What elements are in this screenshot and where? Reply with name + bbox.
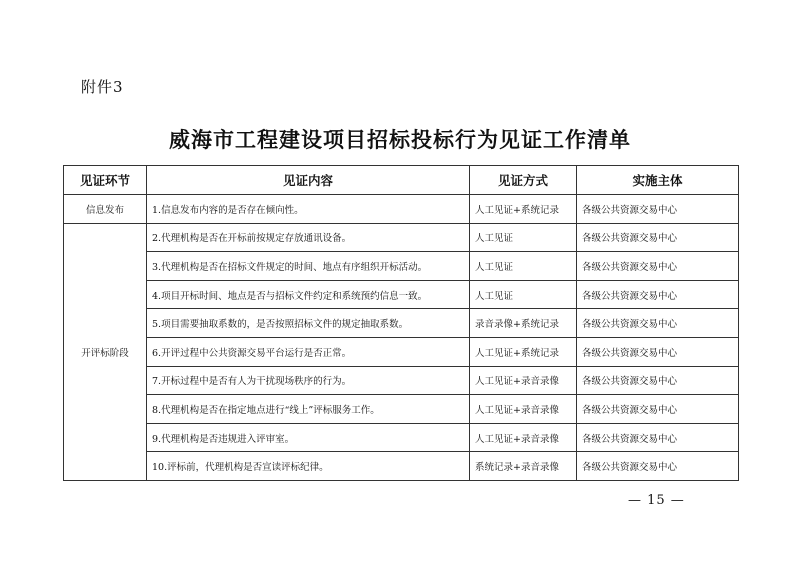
method-cell: 人工见证 [470, 280, 577, 309]
table-row [64, 280, 739, 309]
content-cell: 8.代理机构是否在指定地点进行“线上”评标服务工作。 [147, 395, 470, 424]
method-cell: 人工见证+系统记录 [470, 195, 577, 224]
content-cell: 4.项目开标时间、地点是否与招标文件约定和系统预约信息一致。 [147, 280, 470, 309]
method-cell: 人工见证 [470, 252, 577, 281]
table-row [64, 223, 739, 252]
method-cell: 人工见证+录音录像 [470, 395, 577, 424]
body-cell: 各级公共资源交易中心 [577, 223, 739, 252]
method-cell: 人工见证+录音录像 [470, 366, 577, 395]
method-cell: 录音录像+系统记录 [470, 309, 577, 338]
table-row [64, 423, 739, 452]
method-cell: 人工见证+系统记录 [470, 337, 577, 366]
header-stage: 见证环节 [64, 166, 147, 195]
method-cell: 系统记录+录音录像 [470, 452, 577, 481]
document-title: 威海市工程建设项目招标投标行为见证工作清单 [169, 127, 631, 152]
body-cell: 各级公共资源交易中心 [577, 452, 739, 481]
method-cell: 人工见证 [470, 223, 577, 252]
body-cell: 各级公共资源交易中心 [577, 366, 739, 395]
table-row [64, 195, 739, 224]
table-row [64, 309, 739, 338]
body-cell: 各级公共资源交易中心 [577, 395, 739, 424]
page-number: — 15 — [628, 493, 685, 508]
content-cell: 7.开标过程中是否有人为干扰现场秩序的行为。 [147, 366, 470, 395]
body-cell: 各级公共资源交易中心 [577, 195, 739, 224]
content-cell: 3.代理机构是否在招标文件规定的时间、地点有序组织开标活动。 [147, 252, 470, 281]
header-method: 见证方式 [470, 166, 577, 195]
header-body: 实施主体 [577, 166, 739, 195]
table-row [64, 395, 739, 424]
body-cell: 各级公共资源交易中心 [577, 309, 739, 338]
table-header-row [64, 166, 739, 195]
body-cell: 各级公共资源交易中心 [577, 280, 739, 309]
content-cell: 1.信息发布内容的是否存在倾向性。 [147, 195, 470, 224]
attachment-label: 附件3 [81, 78, 124, 96]
body-cell: 各级公共资源交易中心 [577, 423, 739, 452]
stage-cell: 信息发布 [64, 195, 147, 224]
stage-cell: 开评标阶段 [64, 223, 147, 480]
header-content: 见证内容 [147, 166, 470, 195]
body-cell: 各级公共资源交易中心 [577, 252, 739, 281]
content-cell: 10.评标前，代理机构是否宣读评标纪律。 [147, 452, 470, 481]
witness-work-table [63, 165, 739, 481]
content-cell: 6.开评过程中公共资源交易平台运行是否正常。 [147, 337, 470, 366]
table-row [64, 337, 739, 366]
method-cell: 人工见证+录音录像 [470, 423, 577, 452]
table-row [64, 252, 739, 281]
content-cell: 9.代理机构是否违规进入评审室。 [147, 423, 470, 452]
body-cell: 各级公共资源交易中心 [577, 337, 739, 366]
table-row [64, 366, 739, 395]
table-row [64, 452, 739, 481]
content-cell: 2.代理机构是否在开标前按规定存放通讯设备。 [147, 223, 470, 252]
content-cell: 5.项目需要抽取系数的，是否按照招标文件的规定抽取系数。 [147, 309, 470, 338]
